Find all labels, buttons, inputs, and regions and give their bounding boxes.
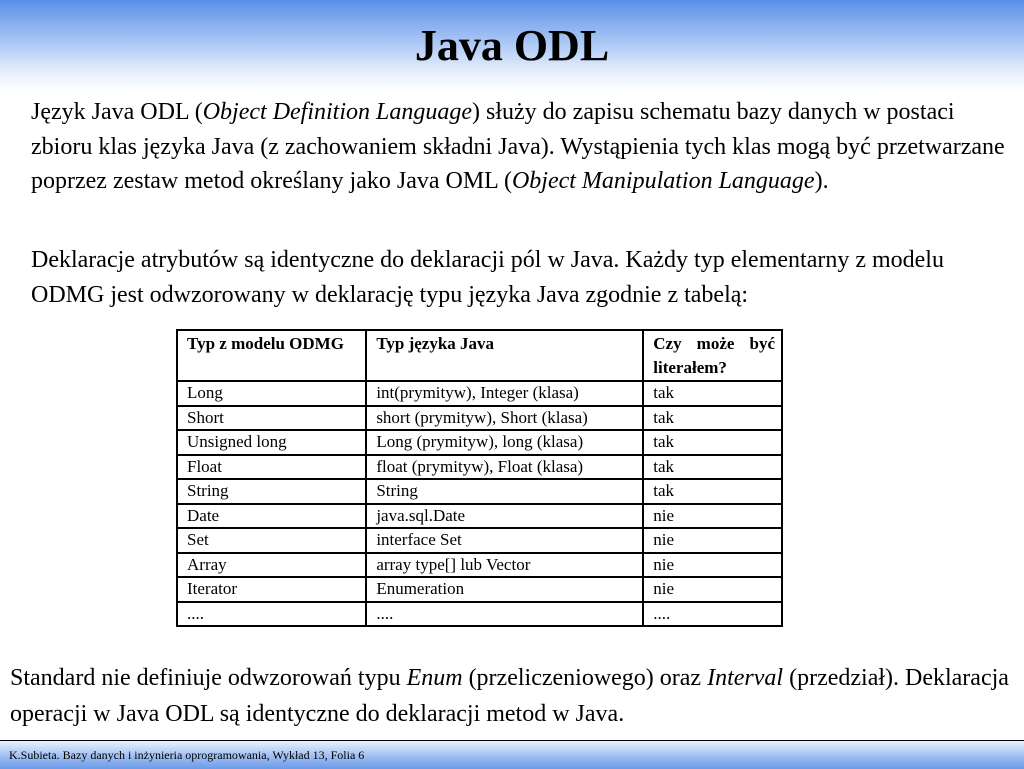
cell-java-type: .... xyxy=(366,602,643,627)
cell-odmg-type: Short xyxy=(177,406,366,431)
footer-bar xyxy=(0,740,1024,769)
cell-literal: tak xyxy=(643,455,782,480)
cell-odmg-type: Iterator xyxy=(177,577,366,602)
standard-term-enum: Enum xyxy=(406,665,463,691)
header-odmg-type: Typ z modelu ODMG xyxy=(177,330,366,381)
cell-literal: nie xyxy=(643,577,782,602)
cell-odmg-type: Set xyxy=(177,528,366,553)
cell-java-type: Enumeration xyxy=(366,577,643,602)
intro-text-2: ) służy do zapisu schematu bazy danych w postaci zbioru klas języka Java (z zachowaniem składni Java). Wystąpienia tych klas mogą być przetwarzane poprzez zestaw metod określany jako Java OML ( xyxy=(31,99,1005,194)
cell-literal: nie xyxy=(643,504,782,529)
table-row xyxy=(177,406,782,431)
standard-paragraph xyxy=(10,661,1020,732)
table-row xyxy=(177,528,782,553)
cell-odmg-type: Float xyxy=(177,455,366,480)
cell-odmg-type: Unsigned long xyxy=(177,430,366,455)
header-literal: Czy może być literałem? xyxy=(643,330,782,381)
cell-literal: tak xyxy=(643,430,782,455)
intro-term-oml: Object Manipulation Language xyxy=(511,168,815,194)
table-row xyxy=(177,602,782,627)
cell-odmg-type: .... xyxy=(177,602,366,627)
standard-term-interval: Interval xyxy=(707,665,784,691)
table-row xyxy=(177,479,782,504)
slide-title: Java ODL xyxy=(414,21,610,70)
table-row xyxy=(177,455,782,480)
table-row xyxy=(177,381,782,406)
cell-odmg-type: Array xyxy=(177,553,366,578)
cell-java-type: Long (prymityw), long (klasa) xyxy=(366,430,643,455)
table-row xyxy=(177,504,782,529)
footer-text: K.Subieta. Bazy danych i inżynieria oprogramowania, Wykład 13, Folia 6 xyxy=(9,748,365,762)
standard-text-2: (przeliczeniowego) oraz xyxy=(462,665,708,691)
cell-java-type: array type[] lub Vector xyxy=(366,553,643,578)
intro-text-3: ). xyxy=(814,168,829,194)
intro-term-odl: Object Definition Language xyxy=(202,99,473,125)
intro-paragraph xyxy=(31,95,1016,199)
cell-odmg-type: String xyxy=(177,479,366,504)
cell-literal: tak xyxy=(643,381,782,406)
cell-java-type: interface Set xyxy=(366,528,643,553)
standard-text-3: (przedział). Deklaracja operacji w Java ODL są identyczne do deklaracji metod w Java. xyxy=(10,665,1009,727)
cell-literal: tak xyxy=(643,406,782,431)
standard-text-1: Standard nie definiuje odwzorowań typu xyxy=(10,665,407,691)
cell-java-type: String xyxy=(366,479,643,504)
type-mapping-table xyxy=(176,329,783,627)
cell-java-type: int(prymityw), Integer (klasa) xyxy=(366,381,643,406)
cell-java-type: float (prymityw), Float (klasa) xyxy=(366,455,643,480)
cell-java-type: java.sql.Date xyxy=(366,504,643,529)
table-header-row xyxy=(177,330,782,381)
intro-text-1: Język Java ODL ( xyxy=(31,99,203,125)
table-row xyxy=(177,553,782,578)
cell-literal: .... xyxy=(643,602,782,627)
cell-literal: nie xyxy=(643,528,782,553)
header-java-type: Typ języka Java xyxy=(366,330,643,381)
table-row xyxy=(177,430,782,455)
cell-java-type: short (prymityw), Short (klasa) xyxy=(366,406,643,431)
table-row xyxy=(177,577,782,602)
cell-literal: tak xyxy=(643,479,782,504)
cell-literal: nie xyxy=(643,553,782,578)
cell-odmg-type: Date xyxy=(177,504,366,529)
cell-odmg-type: Long xyxy=(177,381,366,406)
attributes-paragraph: Deklaracje atrybutów są identyczne do deklaracji pól w Java. Każdy typ elementarny z modelu ODMG jest odwzorowany w deklarację typu języka Java zgodnie z tabelą: xyxy=(31,247,944,308)
